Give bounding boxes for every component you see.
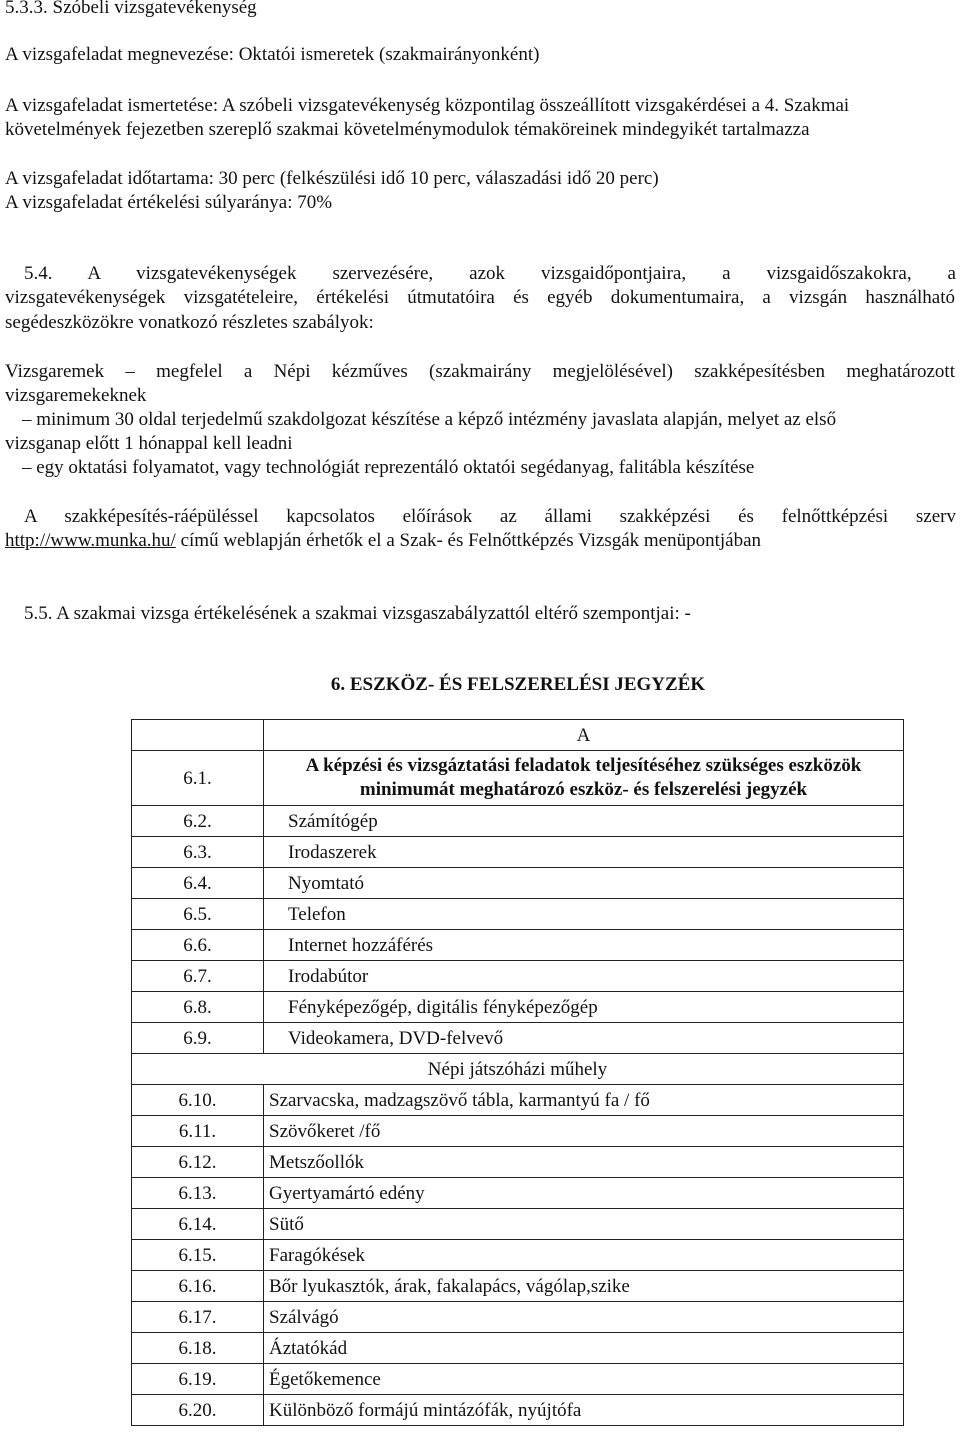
row-item-name: Internet hozzáférés <box>264 930 904 961</box>
row-number: 6.14. <box>132 1209 264 1240</box>
row-item-name: Szarvacska, madzagszövő tábla, karmantyú fa / fő <box>264 1085 904 1116</box>
section-label-nepi-jatszohazi: Népi játszóházi műhely <box>132 1054 904 1085</box>
table-title-num: 6.1. <box>132 751 264 806</box>
row-item-name: Faragókések <box>264 1240 904 1271</box>
row-item-name: Nyomtató <box>264 868 904 899</box>
raepules-line1: A szakképesítés-ráépüléssel kapcsolatos előírások az állami szakképzési és felnőttképzési szerv <box>24 506 956 527</box>
table-row <box>132 806 904 837</box>
section-5-5: 5.5. A szakmai vizsga értékelésének a szakmai vizsgaszabályzattól eltérő szempontjai: - <box>24 603 691 624</box>
table-row <box>132 992 904 1023</box>
row-item-name: Égetőkemence <box>264 1364 904 1395</box>
row-number: 6.15. <box>132 1240 264 1271</box>
row-number: 6.7. <box>132 961 264 992</box>
row-number: 6.17. <box>132 1302 264 1333</box>
row-number: 6.3. <box>132 837 264 868</box>
table-row <box>132 837 904 868</box>
table-row <box>132 1271 904 1302</box>
section-5-4-line1: 5.4. A vizsgatevékenységek szervezésére, azok vizsgaidőpontjaira, a vizsgaidőszakokra, a <box>24 263 956 284</box>
row-number: 6.5. <box>132 899 264 930</box>
table-row <box>132 899 904 930</box>
table-row <box>132 1147 904 1178</box>
row-item-name: Gyertyamártó edény <box>264 1178 904 1209</box>
table-row <box>132 1333 904 1364</box>
row-item-name: Videokamera, DVD-felvevő <box>264 1023 904 1054</box>
section-5-4-line2: vizsgatevékenységek vizsgatételeire, értékelési útmutatóira és egyéb dokumentumaira, a vizsgán használható <box>5 287 955 308</box>
table-row <box>132 1023 904 1054</box>
task-weight: A vizsgafeladat értékelési súlyaránya: 70% <box>5 192 333 213</box>
table-row <box>132 1395 904 1426</box>
vizsgaremek-line1: Vizsgaremek – megfelel a Népi kézműves (szakmairány megjelölésével) szakképesítésben meghatározott <box>5 361 955 382</box>
row-item-name: Szövőkeret /fő <box>264 1116 904 1147</box>
table-title-line2: minimumát meghatározó eszköz- és felszerelési jegyzék <box>359 779 808 800</box>
task-duration: A vizsgafeladat időtartama: 30 perc (felkészülési idő 10 perc, válaszadási idő 20 perc) <box>5 168 659 189</box>
row-number: 6.12. <box>132 1147 264 1178</box>
row-number: 6.6. <box>132 930 264 961</box>
row-item-name: Telefon <box>264 899 904 930</box>
table-title-line1: A képzési és vizsgáztatási feladatok teljesítéséhez szükséges eszközök <box>305 755 862 776</box>
column-header-a: A <box>264 720 904 751</box>
row-item-name: Szálvágó <box>264 1302 904 1333</box>
table-title <box>264 751 904 806</box>
row-number: 6.8. <box>132 992 264 1023</box>
table-row <box>132 1302 904 1333</box>
section-5-4-line3: segédeszközökre vonatkozó részletes szabályok: <box>5 312 374 333</box>
row-number: 6.16. <box>132 1271 264 1302</box>
row-item-name: Irodabútor <box>264 961 904 992</box>
table-corner-cell <box>132 720 264 751</box>
table-row <box>132 1178 904 1209</box>
munka-link[interactable]: http://www.munka.hu/ <box>5 530 176 551</box>
raepules-line2 <box>5 529 761 553</box>
row-number: 6.10. <box>132 1085 264 1116</box>
task-description-line2: követelmények fejezetben szereplő szakmai követelménymodulok témaköreinek mindegyikét tartalmazza <box>5 119 810 140</box>
section-5-3-3-title: 5.3.3. Szóbeli vizsgatevékenység <box>5 0 257 18</box>
row-item-name: Sütő <box>264 1209 904 1240</box>
table-row <box>132 961 904 992</box>
vizsgaremek-bullet2: – egy oktatási folyamatot, vagy technológiát reprezentáló oktatói segédanyag, falitábla készítése <box>22 457 755 478</box>
section-6-heading: 6. ESZKÖZ- ÉS FELSZERELÉSI JEGYZÉK <box>330 674 706 695</box>
table-row <box>132 1116 904 1147</box>
table-row <box>132 1085 904 1116</box>
row-number: 6.4. <box>132 868 264 899</box>
row-item-name: Áztatókád <box>264 1333 904 1364</box>
raepules-line2-text: című weblapján érhetők el a Szak- és Felnőttképzés Vizsgák menüpontjában <box>175 530 762 551</box>
vizsgaremek-line2: vizsgaremekeknek <box>5 385 147 406</box>
row-number: 6.18. <box>132 1333 264 1364</box>
row-item-name: Irodaszerek <box>264 837 904 868</box>
table-row <box>132 1209 904 1240</box>
vizsgaremek-bullet1: – minimum 30 oldal terjedelmű szakdolgozat készítése a képző intézmény javaslata alapján, melyet az első <box>22 409 837 430</box>
row-item-name: Számítógép <box>264 806 904 837</box>
row-item-name: Fényképezőgép, digitális fényképezőgép <box>264 992 904 1023</box>
table-row <box>132 930 904 961</box>
row-item-name: Bőr lyukasztók, árak, fakalapács, vágólap,szike <box>264 1271 904 1302</box>
row-number: 6.19. <box>132 1364 264 1395</box>
table-row <box>132 868 904 899</box>
row-number: 6.13. <box>132 1178 264 1209</box>
row-item-name: Metszőollók <box>264 1147 904 1178</box>
table-row <box>132 1240 904 1271</box>
task-name: A vizsgafeladat megnevezése: Oktatói ismeretek (szakmairányonként) <box>5 44 540 65</box>
row-item-name: Különböző formájú mintázófák, nyújtófa <box>264 1395 904 1426</box>
vizsgaremek-line4: vizsganap előtt 1 hónappal kell leadni <box>5 433 293 454</box>
row-number: 6.11. <box>132 1116 264 1147</box>
table-row <box>132 1364 904 1395</box>
row-number: 6.2. <box>132 806 264 837</box>
row-number: 6.9. <box>132 1023 264 1054</box>
row-number: 6.20. <box>132 1395 264 1426</box>
equipment-table <box>131 719 904 1426</box>
task-description-line1: A vizsgafeladat ismertetése: A szóbeli vizsgatevékenység központilag összeállított vizsgakérdései a 4. Szakmai <box>5 95 850 116</box>
